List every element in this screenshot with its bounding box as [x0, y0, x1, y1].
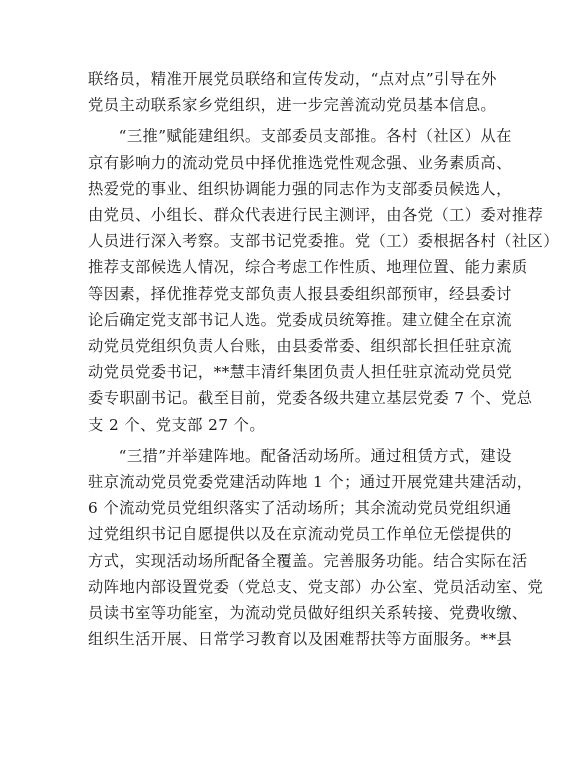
text-line: “三措”并举建阵地。配备活动场所。通过租赁方式，建设: [118, 446, 512, 465]
text-line: 组织生活开展、日常学习教育以及困难帮扶等方面服务。**县: [88, 630, 513, 649]
text-line: 委专职副书记。截至目前，党委各级共建立基层党委 7 个、党总: [88, 389, 533, 408]
document-body: [88, 66, 559, 657]
text-line: 推荐支部候选人情况，综合考虑工作性质、地理位置、能力素质: [88, 258, 528, 277]
paragraph-2: [88, 123, 559, 437]
text-line: 京有影响力的流动党员中择优推选党性观念强、业务素质高、: [88, 153, 512, 172]
text-line: 支 2 个、党支部 27 个。: [88, 415, 266, 434]
text-line: 联络员，精准开展党员联络和宣传发动，“点对点”引导在外: [88, 70, 497, 88]
text-line: 热爱党的事业、组织协调能力强的同志作为支部委员候选人，: [88, 179, 512, 198]
text-line: 6 个流动党员党组织落实了活动场所；其余流动党员党组织通: [88, 499, 512, 518]
text-line: 员读书室等功能室，为流动党员做好组织关系转接、党费收缴、: [88, 604, 528, 623]
text-line: 驻京流动党员党委党建活动阵地 1 个；通过开展党建共建活动，: [88, 473, 533, 492]
text-line: 方式，实现活动场所配备全覆盖。完善服务功能。结合实际在活: [88, 551, 528, 570]
text-line: “三推”赋能建组织。支部委员支部推。各村（社区）从在: [118, 127, 512, 146]
text-line: 过党组织书记自愿提供以及在京流动党员工作单位无偿提供的: [88, 525, 512, 544]
text-line: 由党员、小组长、群众代表进行民主测评，由各党（工）委对推荐: [88, 206, 544, 225]
text-line: 动阵地内部设置党委（党总支、党支部）办公室、党员活动室、党: [88, 577, 544, 596]
text-line: 党员主动联系家乡党组织，进一步完善流动党员基本信息。: [88, 96, 497, 115]
text-line: 动党员党委书记，**慧丰清纤集团负责人担任驻京流动党员党: [88, 363, 513, 382]
paragraph-1: [88, 66, 500, 118]
text-line: 等因素，择优推荐党支部负责人报县委组织部预审，经县委讨: [88, 284, 512, 303]
paragraph-3: [88, 443, 544, 653]
text-line: 人员进行深入考察。支部书记党委推。党（工）委根据各村（社区）: [88, 232, 559, 251]
text-line: 动党员党组织负责人台账，由县委常委、组织部长担任驻京流: [88, 337, 512, 356]
text-line: 论后确定党支部书记人选。党委成员统筹推。建立健全在京流: [88, 310, 512, 329]
